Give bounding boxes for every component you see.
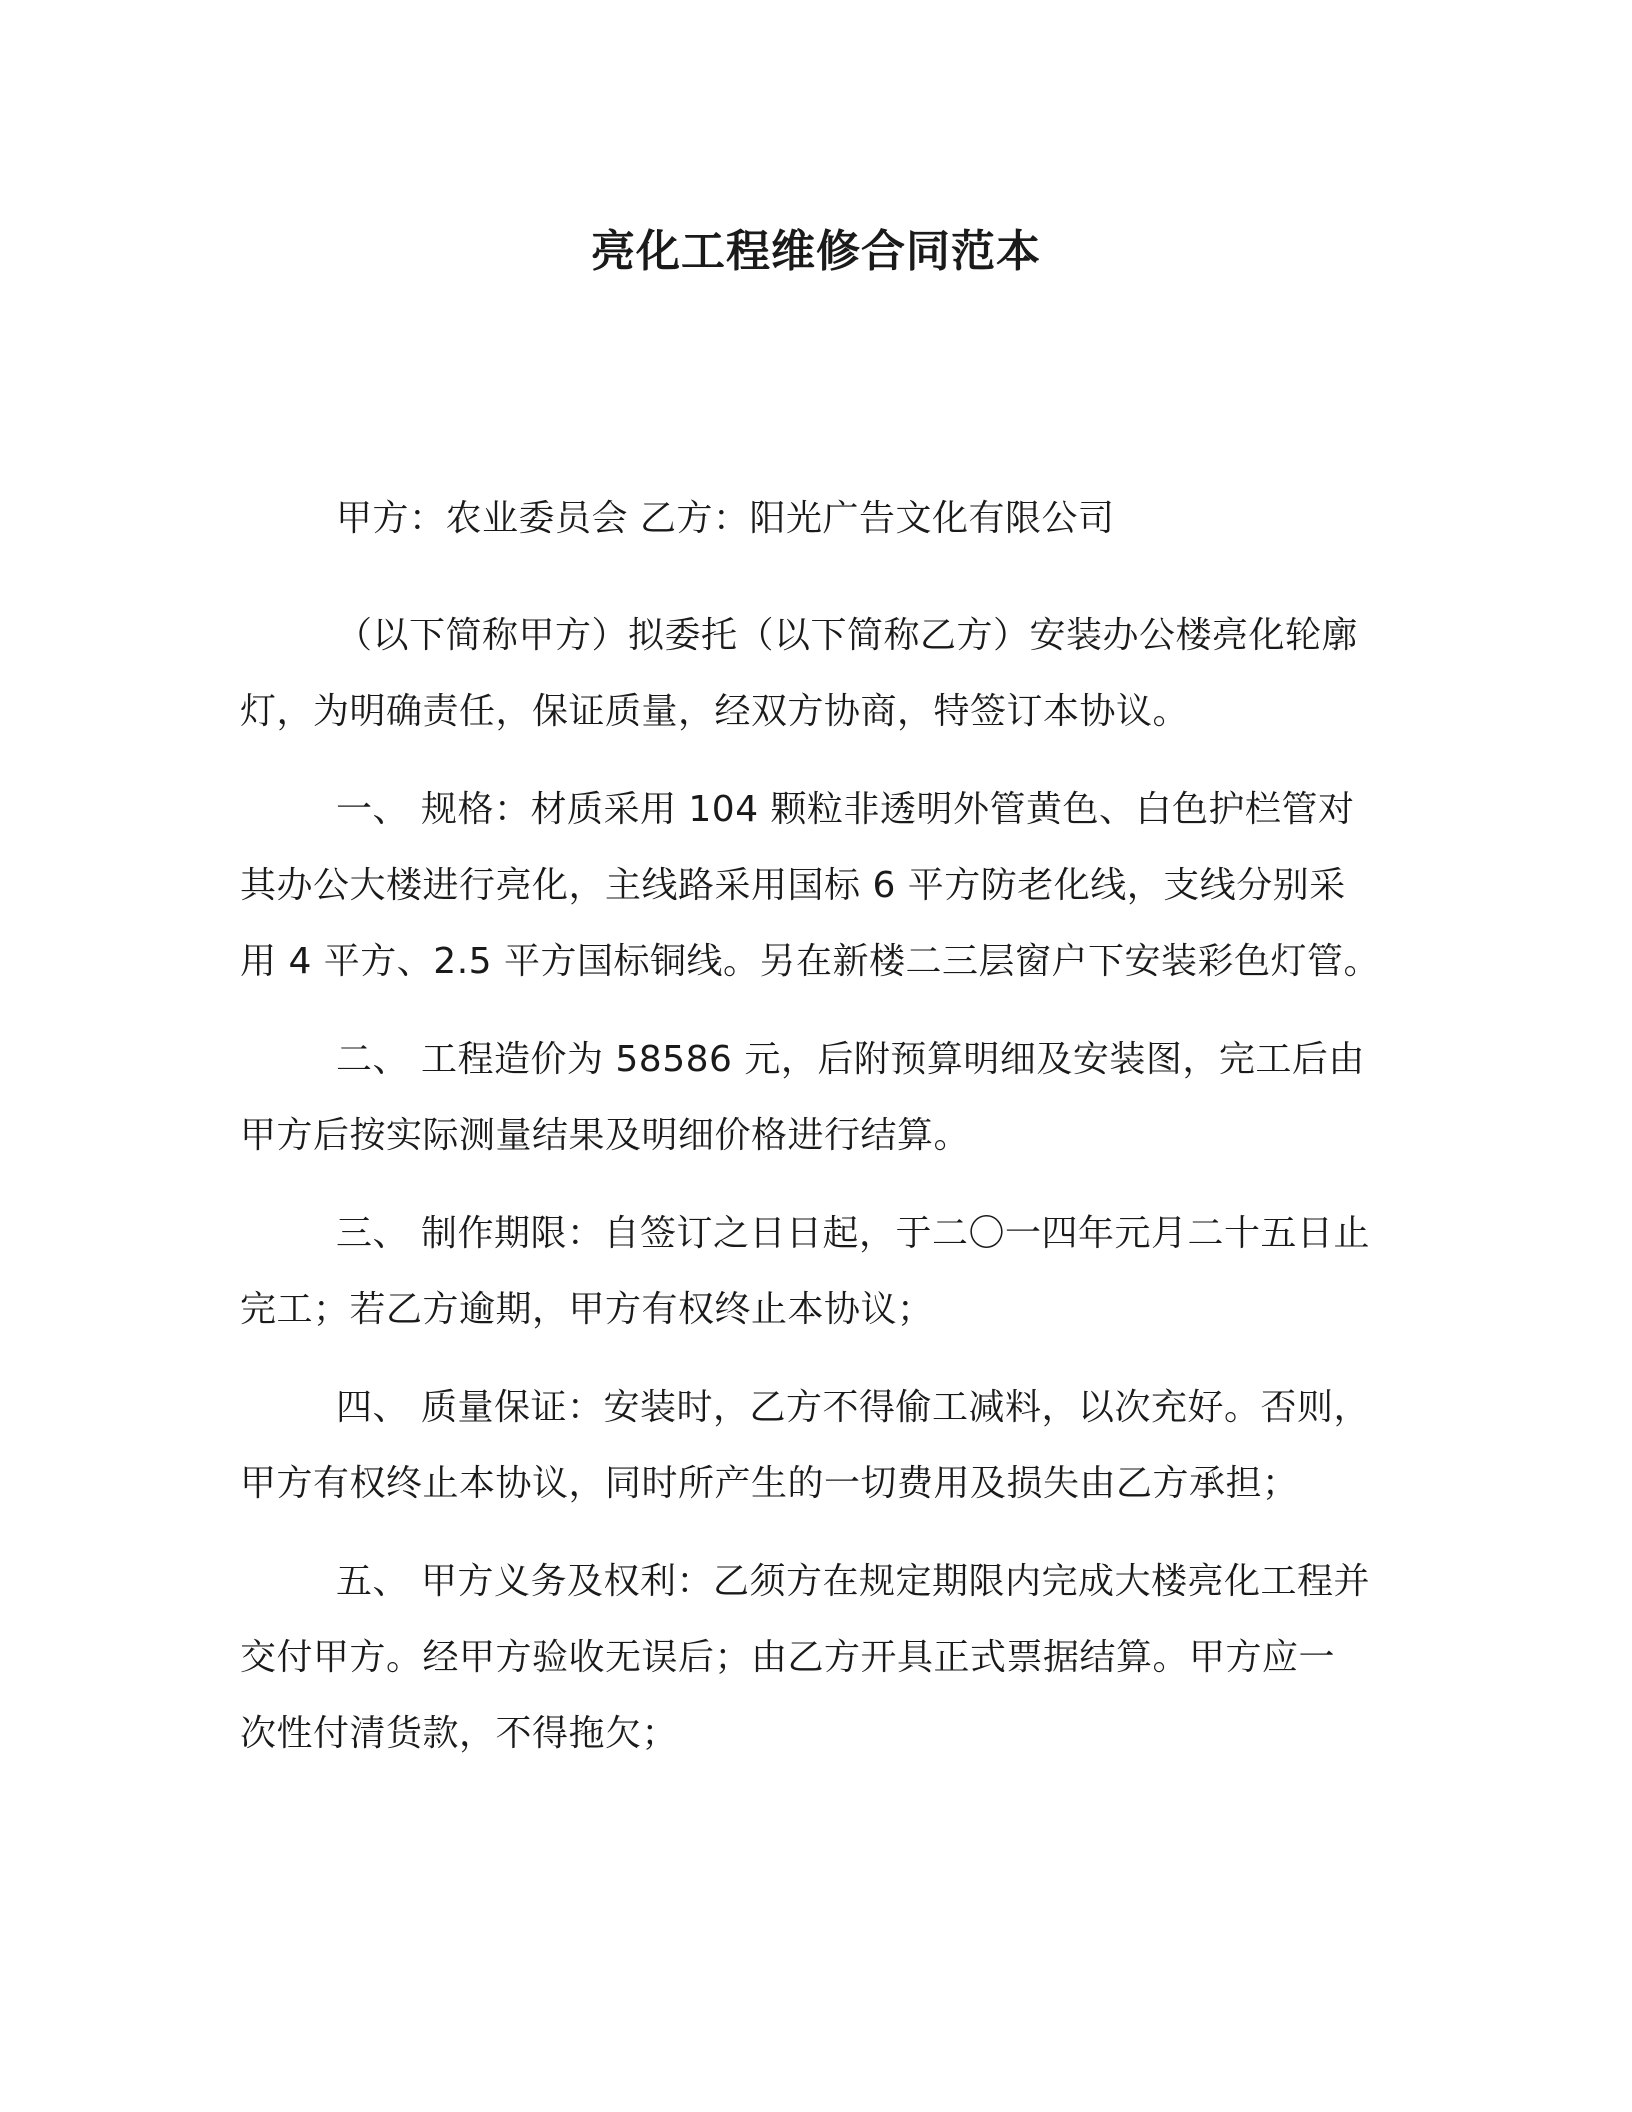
page-title: 亮化工程维修合同范本	[591, 226, 1041, 277]
clause-5-line-2: 交付甲方。经甲方验收无误后；由乙方开具正式票据结算。甲方应一	[240, 1637, 1336, 1678]
clause-2-paragraph	[240, 1022, 1390, 1174]
clause-3-line-2: 完工；若乙方逾期，甲方有权终止本协议；	[240, 1289, 934, 1330]
clause-5-line-1: 五、 甲方义务及权利：乙须方在规定期限内完成大楼亮化工程并	[336, 1561, 1370, 1602]
parties-line: 甲方：农业委员会 乙方：阳光广告文化有限公司	[336, 498, 1115, 539]
clause-1-line-1: 一、 规格：材质采用 104 颗粒非透明外管黄色、白色护栏管对	[336, 789, 1355, 830]
clause-5-line-3: 次性付清货款，不得拖欠；	[240, 1713, 679, 1754]
clause-2-line-2: 甲方后按实际测量结果及明细价格进行结算。	[240, 1115, 971, 1156]
clause-3-paragraph	[240, 1196, 1390, 1348]
clause-1-line-3: 用 4 平方、2.5 平方国标铜线。另在新楼二三层窗户下安装彩色灯管。	[240, 941, 1380, 982]
clause-5-paragraph	[240, 1544, 1390, 1772]
clause-3-line-1: 三、 制作期限：自签订之日日起，于二〇一四年元月二十五日止	[336, 1213, 1370, 1254]
intro-line-2: 灯，为明确责任，保证质量，经双方协商，特签订本协议。	[240, 691, 1190, 732]
clause-1-line-2: 其办公大楼进行亮化，主线路采用国标 6 平方防老化线，支线分别采	[240, 865, 1346, 906]
clause-4-line-1: 四、 质量保证：安装时，乙方不得偷工减料，以次充好。否则，	[336, 1387, 1370, 1428]
intro-paragraph	[240, 598, 1390, 750]
clause-2-line-1: 二、 工程造价为 58586 元，后附预算明细及安装图，完工后由	[336, 1039, 1365, 1080]
clause-4-line-2: 甲方有权终止本协议，同时所产生的一切费用及损失由乙方承担；	[240, 1463, 1299, 1504]
clause-1-paragraph	[240, 772, 1390, 1000]
intro-line-1: （以下简称甲方）拟委托（以下简称乙方）安装办公楼亮化轮廓	[336, 615, 1359, 656]
clause-4-paragraph	[240, 1370, 1390, 1522]
